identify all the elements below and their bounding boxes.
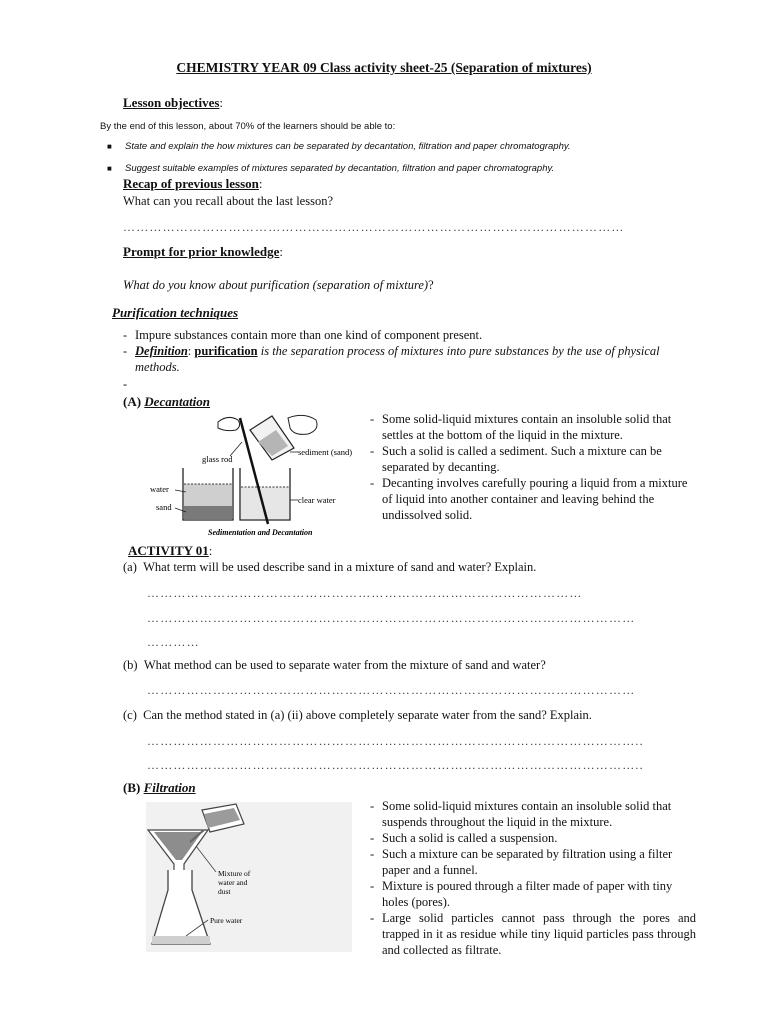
question-a [123, 559, 536, 575]
activity-colon: : [208, 543, 213, 558]
filtration-point-5: - Large solid particles cannot pass through the pores and trapped in it as residue while tiny liquid particles pass through and collected as filtrate. [370, 910, 696, 958]
decantation-point-3: - Decanting involves carefully pouring a liquid from a mixture of liquid into another container and leaving behind the undissolved solid. [370, 475, 696, 523]
prompt-question-row [123, 277, 434, 293]
figure-label-water: water [150, 484, 169, 494]
definition-colon: : [187, 344, 195, 358]
answer-c-line-1[interactable]: ………………………………………………………………………………………………….. [147, 734, 644, 748]
filtration-point-1: - Some solid-liquid mixtures contain an insoluble solid that suspends throughout the liquid in the mixture. [370, 798, 696, 830]
figure-label-sediment: sediment (sand) [298, 447, 353, 457]
question-b-text: What method can be used to separate water from the mixture of sand and water? [143, 658, 546, 672]
figure-label-glass-rod: glass rod [202, 454, 233, 464]
figure-label-sand: sand [156, 502, 172, 512]
definition-word: purification [194, 344, 258, 358]
objectives-colon: : [219, 95, 224, 110]
pouring-beaker [250, 416, 294, 460]
right-hand [288, 415, 317, 434]
answer-c-line-2[interactable]: ………………………………………………………………………………………………….. [147, 758, 644, 772]
definition-label: Definition [135, 344, 188, 358]
decantation-heading: Decantation [144, 394, 211, 409]
filtration-points [370, 798, 696, 958]
objective-item-2 [107, 162, 745, 175]
purification-list [123, 327, 683, 375]
filtration-heading: Filtration [143, 780, 196, 795]
objectives-heading: Lesson objectives [123, 95, 220, 110]
question-c-label: (c) [123, 708, 137, 722]
square-bullet-icon: ■ [107, 142, 112, 151]
prompt-heading-row [123, 244, 283, 260]
recap-heading-row [123, 176, 263, 192]
objectives-intro: By the end of this lesson, about 70% of the learners should be able to: [100, 121, 396, 132]
decantation-points [370, 411, 696, 523]
decantation-prefix: (A) [123, 394, 145, 409]
answer-a-line-2[interactable]: ………………………………………………………………………………………………… [147, 611, 636, 625]
figure-label-mixture-1: Mixture of [218, 869, 251, 878]
objective-text-1: State and explain the how mixtures can be separated by decantation, filtration and paper chromatography. [125, 141, 571, 152]
activity-heading-row [128, 543, 212, 559]
question-c-text: Can the method stated in (a) (ii) above completely separate water from the sand? Explain. [143, 708, 592, 722]
figure-label-pure-water: Pure water [210, 916, 243, 925]
filtration-point-2: - Such a solid is called a suspension. [370, 830, 696, 846]
figure-label-mixture-3: dust [218, 887, 231, 896]
decantation-point-2: - Such a solid is called a sediment. Such a mixture can be separated by decanting. [370, 443, 696, 475]
answer-b-line[interactable]: ………………………………………………………………………………………………… [147, 683, 636, 697]
question-a-text: What term will be used describe sand in a mixture of sand and water? Explain. [143, 560, 537, 574]
filtration-figure [146, 802, 352, 952]
question-a-label: (a) [123, 560, 137, 574]
filtration-point-3: - Such a mixture can be separated by filtration using a filter paper and a funnel. [370, 846, 696, 878]
question-b-label: (b) [123, 658, 138, 672]
filtration-point-4: - Mixture is poured through a filter made of paper with tiny holes (pores). [370, 878, 696, 910]
purification-line-1: - Impure substances contain more than one kind of component present. [123, 327, 683, 343]
objective-item-1 [107, 140, 745, 153]
left-beaker [183, 468, 233, 520]
empty-dash: - [123, 377, 128, 391]
objective-text-2: Suggest suitable examples of mixtures separated by decantation, filtration and paper chromatography. [125, 163, 555, 174]
recap-heading: Recap of previous lesson [123, 176, 259, 191]
question-c [123, 707, 592, 723]
filtration-heading-row [123, 780, 196, 796]
activity-heading: ACTIVITY 01 [128, 543, 209, 558]
objectives-heading-row [123, 95, 223, 111]
decantation-point-1: - Some solid-liquid mixtures contain an insoluble solid that settles at the bottom of the liquid in the mixture. [370, 411, 696, 443]
recap-question: What can you recall about the last lesson? [123, 194, 333, 208]
filtration-prefix: (B) [123, 780, 144, 795]
prompt-qmark: ? [428, 278, 434, 292]
prompt-question: What do you know about purification (separation of mixture) [123, 278, 429, 292]
definition-text: is the separation process of mixtures into pure substances by the use of physical methods. [135, 344, 660, 374]
page-title: CHEMISTRY YEAR 09 Class activity sheet-25 (Separation of mixtures) [176, 60, 592, 75]
question-b [123, 657, 546, 673]
answer-a-line-3[interactable]: ………… [147, 635, 200, 649]
prompt-heading: Prompt for prior knowledge [123, 244, 280, 259]
recap-answer-line[interactable]: …………………………………………………………………………………………………… [123, 220, 625, 234]
purification-heading: Purification techniques [112, 305, 239, 320]
answer-a-line-1[interactable]: ……………………………………………………………………………………… [147, 586, 583, 600]
figure-label-clear-water: clear water [298, 495, 336, 505]
figure-caption: Sedimentation and Decantation [208, 528, 313, 537]
purification-definition [123, 343, 683, 375]
square-bullet-icon: ■ [107, 164, 112, 173]
recap-colon: : [258, 176, 263, 191]
left-hand [218, 417, 240, 430]
prompt-colon: : [279, 244, 283, 259]
decantation-heading-row [123, 394, 210, 410]
decantation-figure [148, 412, 354, 542]
figure-label-mixture-2: water and [218, 878, 248, 887]
